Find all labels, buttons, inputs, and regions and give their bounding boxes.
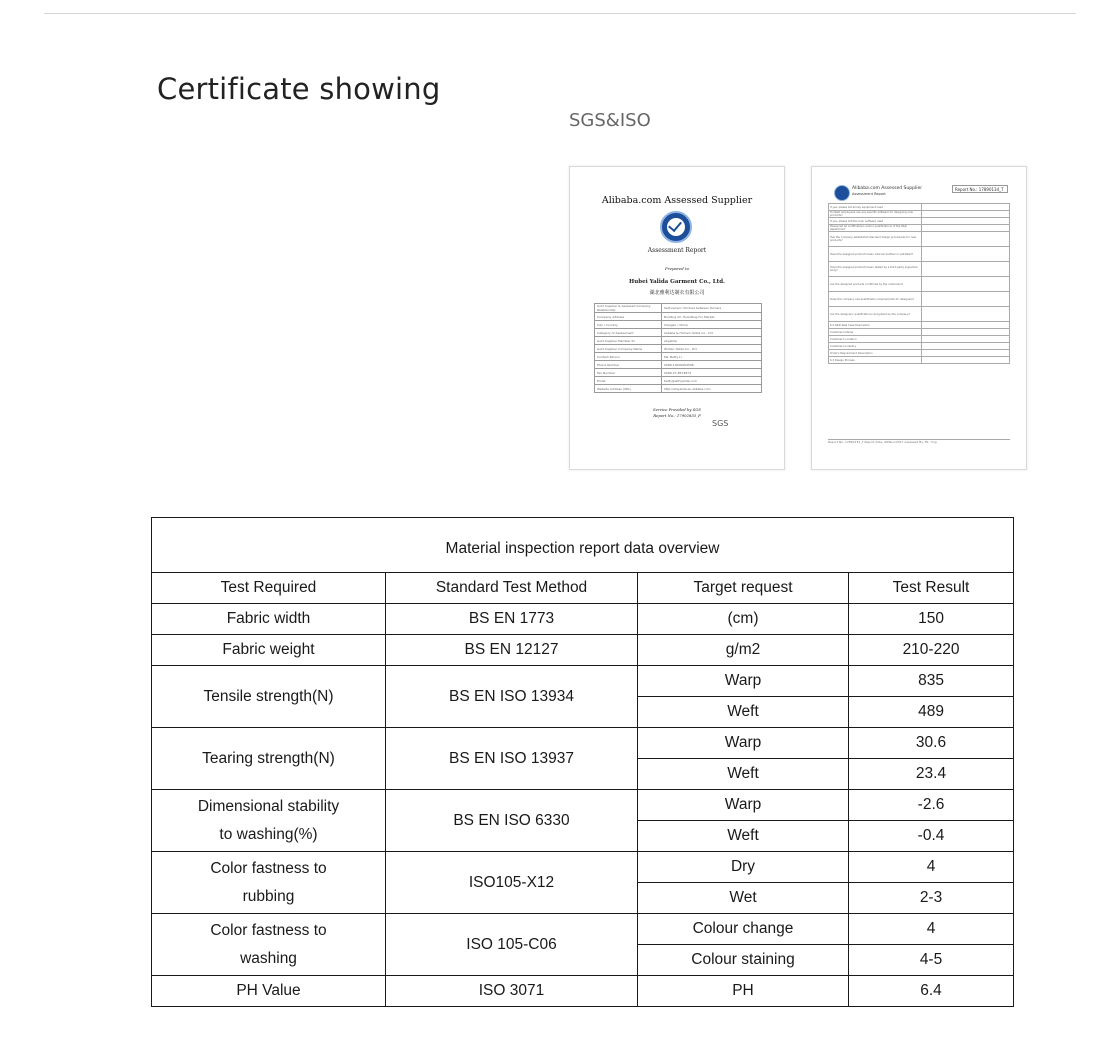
test-method-cell: BS EN ISO 6330	[386, 790, 638, 852]
target-request-cell: g/m2	[638, 635, 849, 666]
test-method-cell: ISO105-X12	[386, 852, 638, 914]
page-subtitle: SGS&ISO	[569, 110, 651, 131]
certificate2-footer: Report No: 17890134_T Report date: 08/Nov/2017 Assessed By: Mr. Ying	[828, 439, 1010, 450]
certificate2-row	[829, 262, 1010, 277]
certificate2-row	[829, 307, 1010, 322]
target-request-cell: Weft	[638, 697, 849, 728]
test-method-cell: ISO 3071	[386, 976, 638, 1007]
certificate2-row-value	[922, 343, 1010, 350]
target-request-cell: Warp	[638, 790, 849, 821]
certificate-row	[595, 353, 762, 361]
test-method-cell: BS EN ISO 13934	[386, 666, 638, 728]
test-required-line: washing	[240, 949, 297, 967]
test-required-cell	[152, 914, 386, 976]
certificate-row	[595, 321, 762, 329]
certificate-report-no: Report No.: 17902835_F	[653, 413, 701, 418]
table-row	[152, 728, 1014, 759]
certificate2-row	[829, 292, 1010, 307]
certificate-row-value: Alibaba & Hichain Yalida Co., Ltd	[662, 329, 762, 337]
alibaba-seal-icon	[834, 185, 850, 201]
table-row	[152, 914, 1014, 945]
certificate2-row-key: Customer's Name	[829, 329, 922, 336]
certificate-row-key: Phone Number	[595, 361, 662, 369]
test-result-cell: 210-220	[849, 635, 1014, 666]
certificate-row-key: Company Address	[595, 313, 662, 321]
test-required-line: rubbing	[242, 887, 295, 905]
certificate2-report-no: Report No.: 17890134_T	[952, 185, 1008, 193]
test-required-cell	[152, 604, 386, 635]
top-divider	[44, 13, 1076, 14]
certificate2-row	[829, 350, 1010, 357]
test-required-line: Fabric weight	[222, 641, 315, 658]
certificate2-row-value	[922, 218, 1010, 225]
certificate-company: Hubei Yalida Garment Co., Ltd.	[629, 279, 725, 285]
certificate2-row-key: Customer's Location	[829, 336, 922, 343]
table-row	[152, 666, 1014, 697]
test-required-cell	[152, 728, 386, 790]
target-request-cell: Wet	[638, 883, 849, 914]
certificate-row-key: Fax Number	[595, 369, 662, 377]
test-required-line: Color fastness to	[210, 859, 327, 877]
test-result-cell: 4	[849, 852, 1014, 883]
page-title: Certificate showing	[157, 72, 441, 106]
test-required-cell	[152, 790, 386, 852]
test-result-cell: 6.4	[849, 976, 1014, 1007]
test-required-cell	[152, 666, 386, 728]
certificate-row	[595, 313, 762, 321]
certificate2-row	[829, 343, 1010, 350]
certificate2-row-value	[922, 232, 1010, 247]
test-method-cell: ISO 105-C06	[386, 914, 638, 976]
certificate2-row-value	[922, 204, 1010, 211]
certificate-row-value: http://whyalida.en.alibaba.com	[662, 385, 762, 393]
certificate-prepared-for: Prepared to	[664, 266, 690, 271]
target-request-cell: PH	[638, 976, 849, 1007]
certificate-row-value: Building 22, Huanfeng Fur Market	[662, 313, 762, 321]
test-result-cell: -2.6	[849, 790, 1014, 821]
certificate2-row-key: Order's Requirement Description	[829, 350, 922, 357]
test-result-cell: 4	[849, 914, 1014, 945]
certificate-row-key: Email	[595, 377, 662, 385]
certificate2-row-value	[922, 329, 1010, 336]
certificate2-row	[829, 329, 1010, 336]
certificate2-row	[829, 204, 1010, 211]
certificate-row-key: Contact Person	[595, 353, 662, 361]
certificate2-sub: Assessment Report	[852, 192, 886, 196]
test-result-cell: 30.6	[849, 728, 1014, 759]
inspection-report-table	[151, 517, 1014, 1007]
test-method-cell: BS EN ISO 13937	[386, 728, 638, 790]
certificate-row	[595, 385, 762, 393]
certificate2-row-value	[922, 357, 1010, 364]
test-result-cell: 150	[849, 604, 1014, 635]
test-required-line: Fabric width	[226, 610, 311, 627]
certificate-row	[595, 361, 762, 369]
test-required-line: Tearing strength(N)	[202, 749, 335, 767]
certificate-row-value: Ms. Betty Li	[662, 353, 762, 361]
certificate2-row-value	[922, 307, 1010, 322]
table-row	[152, 635, 1014, 666]
certificate2-row-value	[922, 211, 1010, 218]
certificate2-row-key: Please list all certifications and/or qualifications of the R&D department	[829, 225, 922, 232]
certificate-row	[595, 345, 762, 353]
table-row	[152, 604, 1014, 635]
certificate2-table	[828, 203, 1010, 364]
certificate-row-value: Self-owned / Kindred between Owners	[662, 304, 762, 313]
certificate2-row-key: Have the designed products been internal audited or validated?	[829, 247, 922, 262]
test-required-line: to washing(%)	[219, 825, 318, 843]
test-result-cell: 2-3	[849, 883, 1014, 914]
certificate2-row	[829, 218, 1010, 225]
test-required-line: PH Value	[236, 982, 301, 999]
table-title: Material inspection report data overview	[152, 518, 1014, 573]
certificate-row	[595, 337, 762, 345]
sgs-logo: SGS	[712, 419, 729, 428]
certificate2-row-key: Are the designers' qualifications recognized by the company?	[829, 307, 922, 322]
test-result-cell: 835	[849, 666, 1014, 697]
target-request-cell: Warp	[638, 728, 849, 759]
certificate2-row-value	[922, 322, 1010, 329]
table-row	[152, 976, 1014, 1007]
certificate2-row-key: Have the designed products been tested by a third-party inspection body?	[829, 262, 922, 277]
certificate-row-value: 0086-27-8574874	[662, 369, 762, 377]
certificate2-row-key: Are the designed products confirmed by the customers?	[829, 277, 922, 292]
certificate2-row-value	[922, 225, 1010, 232]
test-required-cell	[152, 635, 386, 666]
test-required-line: Dimensional stability	[197, 797, 340, 815]
certificate-info-table	[594, 303, 762, 393]
certificate2-row	[829, 336, 1010, 343]
test-result-cell: 489	[849, 697, 1014, 728]
certificate-row-key: Category of Assessment	[595, 329, 662, 337]
certificate2-row-value	[922, 292, 1010, 307]
certificate2-row-value	[922, 247, 1010, 262]
certificate-row-value: Xiangan / China	[662, 321, 762, 329]
certificate2-row	[829, 277, 1010, 292]
certificate-row	[595, 329, 762, 337]
column-header: Standard Test Method	[386, 573, 638, 604]
test-result-cell: -0.4	[849, 821, 1014, 852]
certificate2-row	[829, 232, 1010, 247]
test-required-line: Tensile strength(N)	[203, 687, 334, 705]
certificate-report-label: Assessment Report	[647, 247, 707, 254]
target-request-cell: Warp	[638, 666, 849, 697]
certificate-company-cn: 湖北雅利达制衣有限公司	[649, 290, 705, 296]
certificate-row	[595, 377, 762, 385]
target-request-cell: Weft	[638, 821, 849, 852]
certificate-row	[595, 369, 762, 377]
certificate-row-value: betty@wthyalida.com	[662, 377, 762, 385]
certificate-image-2[interactable]	[811, 166, 1027, 470]
certificate-row-value: ahyalida	[662, 337, 762, 345]
test-required-line: Color fastness to	[210, 921, 327, 939]
certificate2-row	[829, 322, 1010, 329]
certificate-image-1[interactable]	[569, 166, 785, 470]
test-result-cell: 23.4	[849, 759, 1014, 790]
table-row	[152, 852, 1014, 883]
target-request-cell: (cm)	[638, 604, 849, 635]
certificate2-head: Alibaba.com Assessed Supplier	[852, 186, 923, 191]
test-result-cell: 4-5	[849, 945, 1014, 976]
target-request-cell: Colour change	[638, 914, 849, 945]
certificate2-row-key: 6.3 Design Process	[829, 357, 922, 364]
column-header: Test Required	[152, 573, 386, 604]
column-header: Target request	[638, 573, 849, 604]
table-row	[152, 790, 1014, 821]
certificate2-row-key: 6.2 R&D Real Case Description	[829, 322, 922, 329]
certificate-row-key: Gold Supplier & Assessed Company Relationship	[595, 304, 662, 313]
certificate-title: Alibaba.com Assessed Supplier	[601, 195, 753, 206]
certificate2-row	[829, 247, 1010, 262]
certificate2-row-key: Has the company established standard design procedures for new products?	[829, 232, 922, 247]
certificate-service: Service Provided by SGS	[653, 407, 701, 412]
certificate-row-key: Website Address (URL)	[595, 385, 662, 393]
certificate-row-value: 0086-13000064506	[662, 361, 762, 369]
certificate-row-key: Gold Supplier Member ID	[595, 337, 662, 345]
column-header: Test Result	[849, 573, 1014, 604]
certificate2-row-key: If yes, please list the main software used	[829, 218, 922, 225]
certificate-row-value: Wuhan Yalida Co., Ltd.	[662, 345, 762, 353]
certificate2-row-value	[922, 277, 1010, 292]
test-required-cell	[152, 976, 386, 1007]
assessed-seal-icon	[660, 211, 692, 243]
test-required-cell	[152, 852, 386, 914]
certificate2-row-key: Does the company has qualification requirements for designers?	[829, 292, 922, 307]
certificate2-row	[829, 225, 1010, 232]
target-request-cell: Colour staining	[638, 945, 849, 976]
certificate2-row	[829, 211, 1010, 218]
certificate-row	[595, 304, 762, 313]
test-method-cell: BS EN 12127	[386, 635, 638, 666]
certificate2-row	[829, 357, 1010, 364]
certificate2-row-key: Do R&D employees use any specific software for designing new products?	[829, 211, 922, 218]
certificate2-row-key: Customer's Industry	[829, 343, 922, 350]
certificate2-row-value	[922, 262, 1010, 277]
certificate2-row-value	[922, 336, 1010, 343]
certificate2-row-key: If yes, please list all key equipment used	[829, 204, 922, 211]
target-request-cell: Weft	[638, 759, 849, 790]
test-method-cell: BS EN 1773	[386, 604, 638, 635]
certificate-row-key: City / Country	[595, 321, 662, 329]
certificate-row-key: Gold Supplier Company Name	[595, 345, 662, 353]
certificate2-row-value	[922, 350, 1010, 357]
target-request-cell: Dry	[638, 852, 849, 883]
